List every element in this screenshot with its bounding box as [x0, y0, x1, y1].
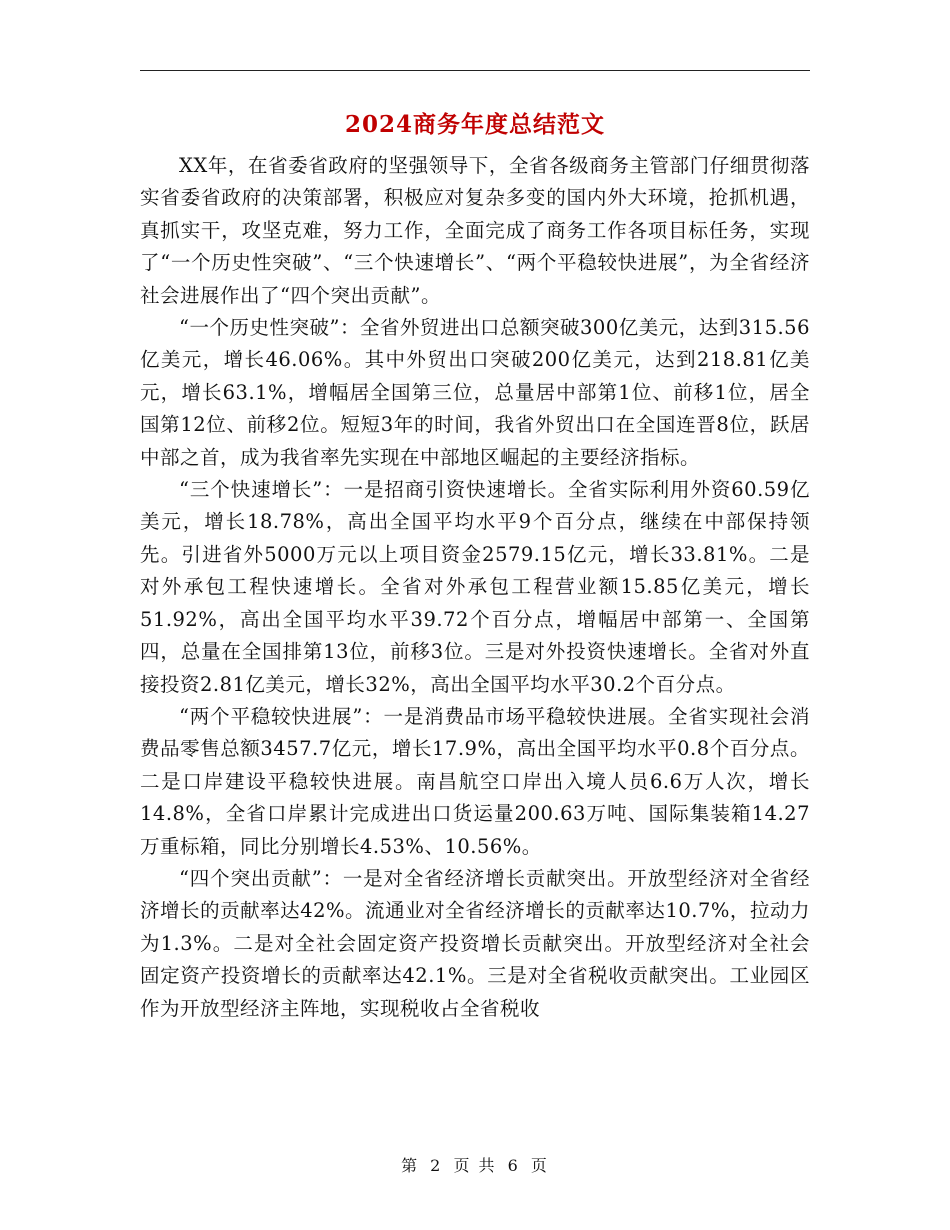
paragraph-intro: XX年，在省委省政府的坚强领导下，全省各级商务主管部门仔细贯彻落实省委省政府的决策部署，积极应对复杂多变的国内外大环境，抢抓机遇，真抓实干，攻坚克难，努力工作，全面完成了商务工作各项目标任务，实现了“一个历史性突破”、“三个快速增长”、“两个平稳较快进展”，为全省经济社会进展作出了“四个突出贡献”。 [140, 154, 810, 307]
footer-suffix: 页 [530, 1156, 549, 1175]
paragraph-historic-breakthrough: “一个历史性突破”：全省外贸进出口总额突破300亿美元，达到315.56亿美元，增长46.06%。其中外贸出口突破200亿美元，达到218.81亿美元，增长63.1%，增幅居全国第三位，总量居中部第1位、前移1位，居全国第12位、前移2位。短短3年的时间，我省外贸出口在全国连晋8位，跃居中部之首，成为我省率先实现在中部地区崛起的主要经济指标。 [140, 316, 810, 469]
page-footer [0, 1153, 950, 1176]
header-rule [140, 70, 810, 71]
document-body [140, 150, 810, 1025]
footer-page-number: 2 [430, 1156, 443, 1175]
paragraph-four-contributions: “四个突出贡献”：一是对全省经济增长贡献突出。开放型经济对全省经济增长的贡献率达42%。流通业对全省经济增长的贡献率达10.7%，拉动力为1.3%。二是对全社会固定资产投资增长贡献突出。开放型经济对全社会固定资产投资增长的贡献率达42.1%。三是对全省税收贡献突出。工业园区作为开放型经济主阵地，实现税收占全省税收 [140, 866, 810, 1020]
footer-prefix: 第 [401, 1156, 420, 1175]
footer-total-pages: 6 [507, 1156, 520, 1175]
page-title: 2024商务年度总结范文 [344, 111, 605, 138]
footer-middle: 页 共 [453, 1156, 497, 1175]
paragraph-three-rapid-growth: “三个快速增长”：一是招商引资快速增长。全省实际利用外资60.59亿美元，增长18.78%，高出全国平均水平9个百分点，继续在中部保持领先。引进省外5000万元以上项目资金2579.15亿元，增长33.81%。二是对外承包工程快速增长。全省对外承包工程营业额15.85亿美元，增长51.92%，高出全国平均水平39.72个百分点，增幅居中部第一、全国第四，总量在全国排第13位，前移3位。三是对外投资快速增长。全省对外直接投资2.81亿美元，增长32%，高出全国平均水平30.2个百分点。 [140, 478, 810, 696]
paragraph-two-steady-progress: “两个平稳较快进展”：一是消费品市场平稳较快进展。全省实现社会消费品零售总额3457.7亿元，增长17.9%，高出全国平均水平0.8个百分点。二是口岸建设平稳较快进展。南昌航空口岸出入境人员6.6万人次，增长14.8%，全省口岸累计完成进出口货运量200.63万吨、国际集装箱14.27万重标箱，同比分别增长4.53%、10.56%。 [140, 704, 810, 858]
